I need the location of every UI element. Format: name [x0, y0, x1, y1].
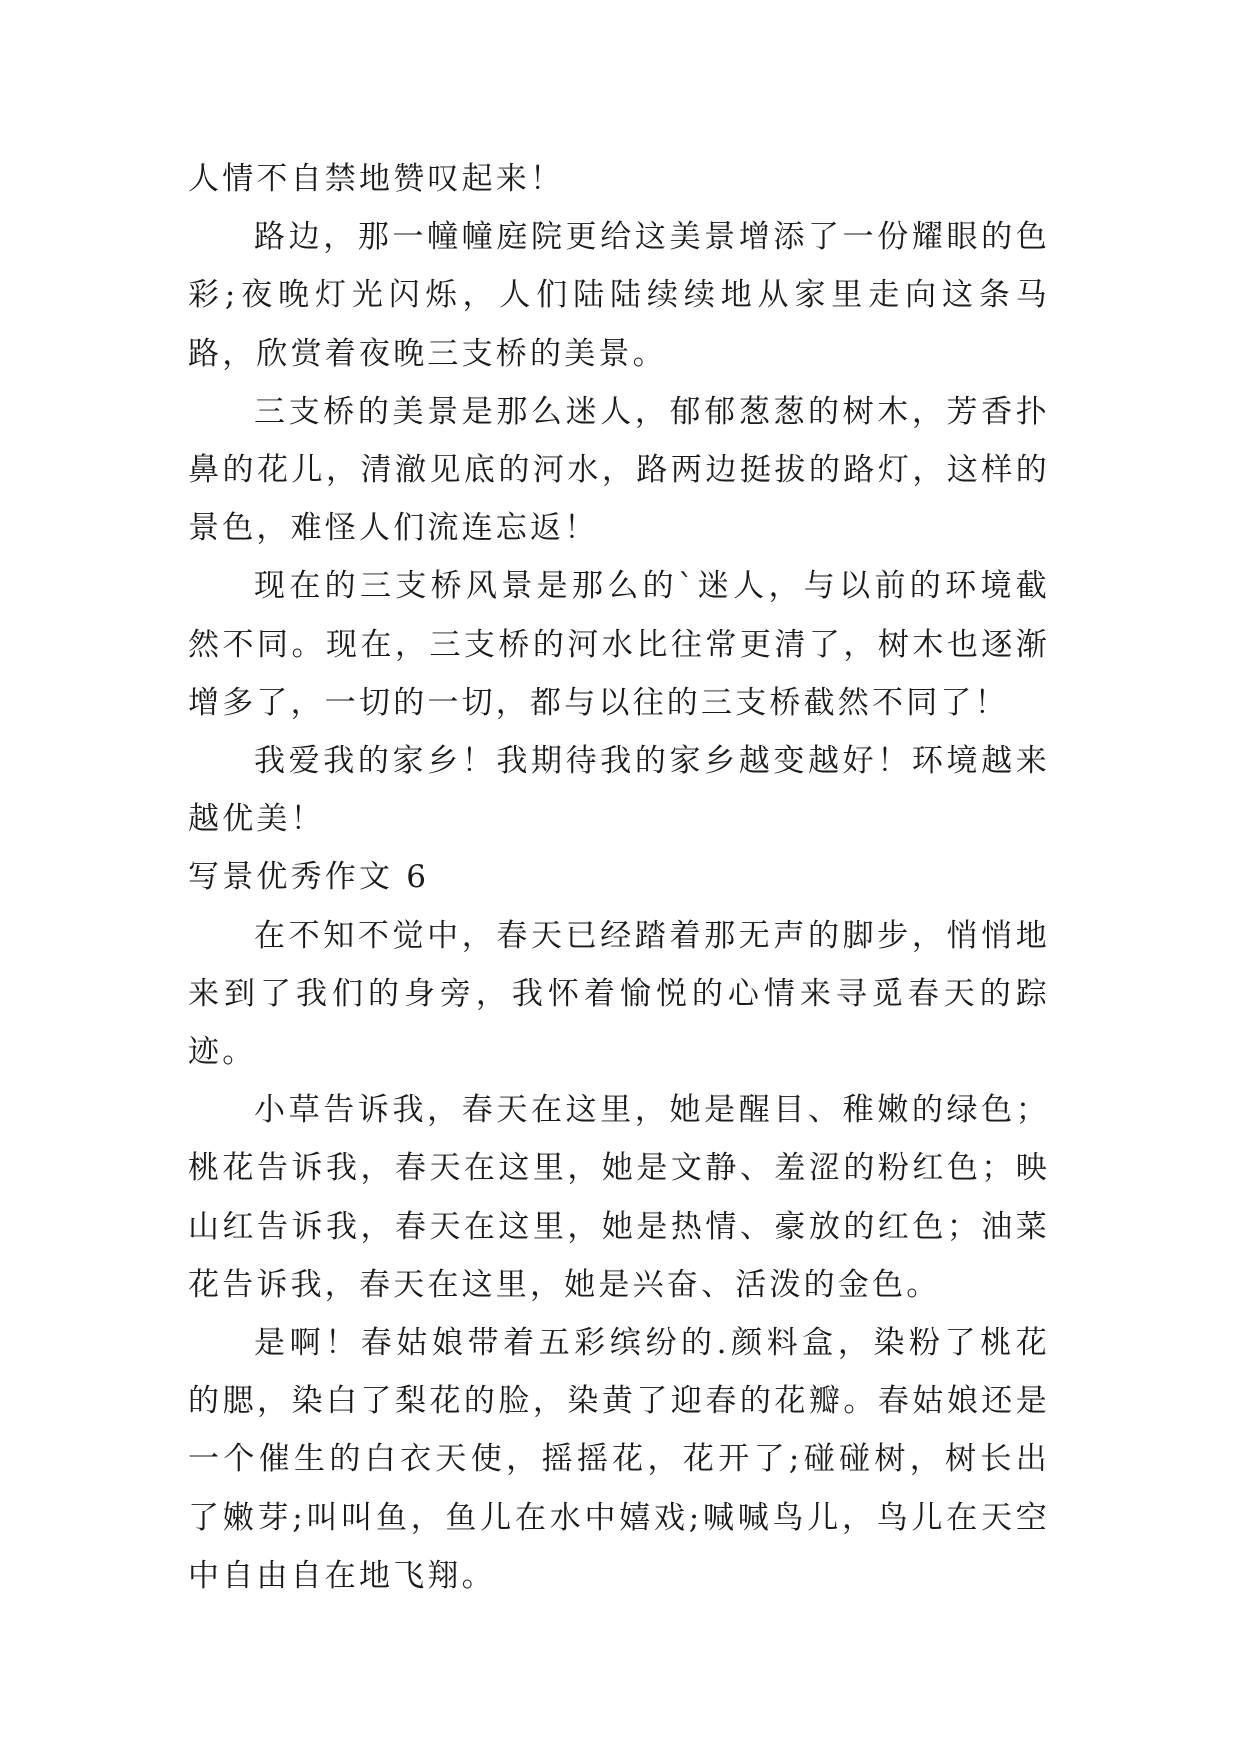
paragraph: 路边，那一幢幢庭院更给这美景增添了一份耀眼的色彩;夜晚灯光闪烁，人们陆陆续续地从家里走向这条马路，欣赏着夜晚三支桥的美景。: [188, 219, 1050, 372]
paragraph: 现在的三支桥风景是那么的`迷人，与以前的环境截然不同。现在，三支桥的河水比往常更清了，树木也逐渐增多了，一切的一切，都与以往的三支桥截然不同了！: [188, 568, 1050, 721]
paragraph: 在不知不觉中，春天已经踏着那无声的脚步，悄悄地来到了我们的身旁，我怀着愉悦的心情来寻觅春天的踪迹。: [188, 917, 1050, 1071]
paragraph: 我爱我的家乡！我期待我的家乡越变越好！环境越来越优美！: [188, 743, 1050, 838]
paragraph: 人情不自禁地赞叹起来！: [188, 161, 565, 197]
section-heading: 写景优秀作文 6: [188, 859, 430, 896]
paragraph: 三支桥的美景是那么迷人，郁郁葱葱的树木，芳香扑鼻的花儿，清澈见底的河水，路两边挺拔的路灯，这样的景色，难怪人们流连忘返！: [188, 393, 1050, 547]
paragraph: 是啊！春姑娘带着五彩缤纷的.颜料盒，染粉了桃花的腮，染白了梨花的脸，染黄了迎春的花瓣。春姑娘还是一个催生的白衣天使，摇摇花，花开了;碰碰树，树长出了嫩芽;叫叫鱼，鱼儿在水中嬉戏;喊喊鸟儿，鸟儿在天空中自由自在地飞翔。: [188, 1325, 1050, 1594]
paragraph: 小草告诉我，春天在这里，她是醒目、稚嫩的绿色；桃花告诉我，春天在这里，她是文静、羞涩的粉红色；映山红告诉我，春天在这里，她是热情、豪放的红色；油菜花告诉我，春天在这里，她是兴奋、活泼的金色。: [188, 1092, 1050, 1303]
document-page: [188, 150, 1050, 1605]
